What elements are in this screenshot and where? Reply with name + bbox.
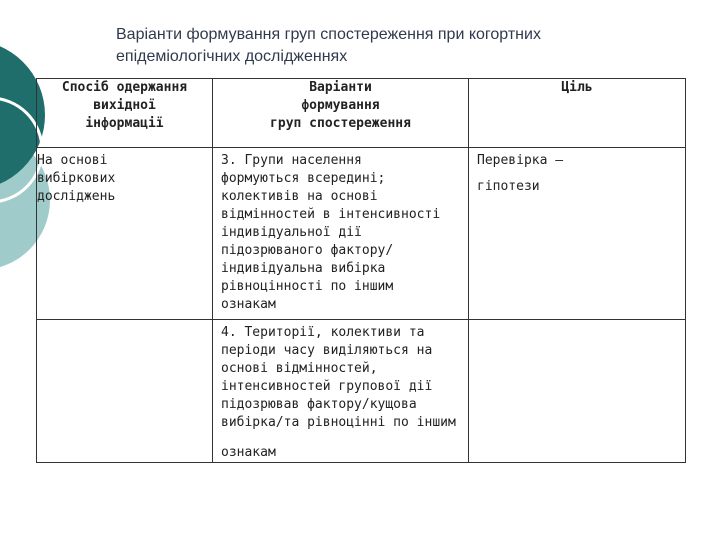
cell-line: На основі [37,153,108,168]
cell-line: гіпотези [477,179,540,194]
cell-variant [213,320,469,463]
header-source-line: вихідної [93,98,156,113]
cell-line: досліджень [37,189,116,204]
cell-line: періоди часу виділяються на [221,343,433,358]
title-line-1: Варіанти формування груп спостереження при когортних [116,26,541,43]
title-line-2: епідеміологічних дослідженнях [116,48,348,65]
cell-line: колективів на основі [221,189,378,204]
header-goal [469,79,686,148]
cell-source-empty [37,320,213,463]
slide-title [116,24,676,68]
cell-line: підозрював фактору/кущова [221,397,417,412]
cell-goal-empty [469,320,686,463]
header-variants-line: формування [301,98,380,113]
cell-goal [469,148,686,320]
cell-line: 4. Території, колективи та [221,325,425,340]
cell-line: вибіркових [37,171,116,186]
cell-line: підозрюваного фактору/ [221,243,394,258]
cell-line: 3. Групи населення [221,153,362,168]
cell-line: вибірка/та рівноцінні по іншим [221,415,456,430]
observation-groups-table [36,78,686,463]
header-source [37,79,213,148]
cell-variant [213,148,469,320]
header-variants [213,79,469,148]
header-variants-line: груп спостереження [270,116,411,131]
header-row [37,79,686,148]
cell-line: формуються всередині; [221,171,386,186]
cell-line: інтенсивностей групової дії [221,379,433,394]
header-variants-line: Варіанти [309,80,372,95]
cell-line: індивідуальна вибірка [221,261,386,276]
cell-line: основі відмінностей, [221,361,378,376]
cell-line: індивідуальної дії [221,225,362,240]
header-source-line: Спосіб одержання [61,80,188,95]
cell-source [37,148,213,320]
cell-line: Перевірка – [477,153,564,168]
header-goal-line: Ціль [561,80,593,95]
cell-line: ознакам [221,297,276,312]
cell-line: відмінностей в інтенсивності [221,207,441,222]
cell-line: ознакам [221,445,276,460]
table-row [37,148,686,320]
table-row [37,320,686,463]
header-source-line: інформації [85,116,164,131]
cell-line: рівноцінності по іншим [221,279,394,294]
